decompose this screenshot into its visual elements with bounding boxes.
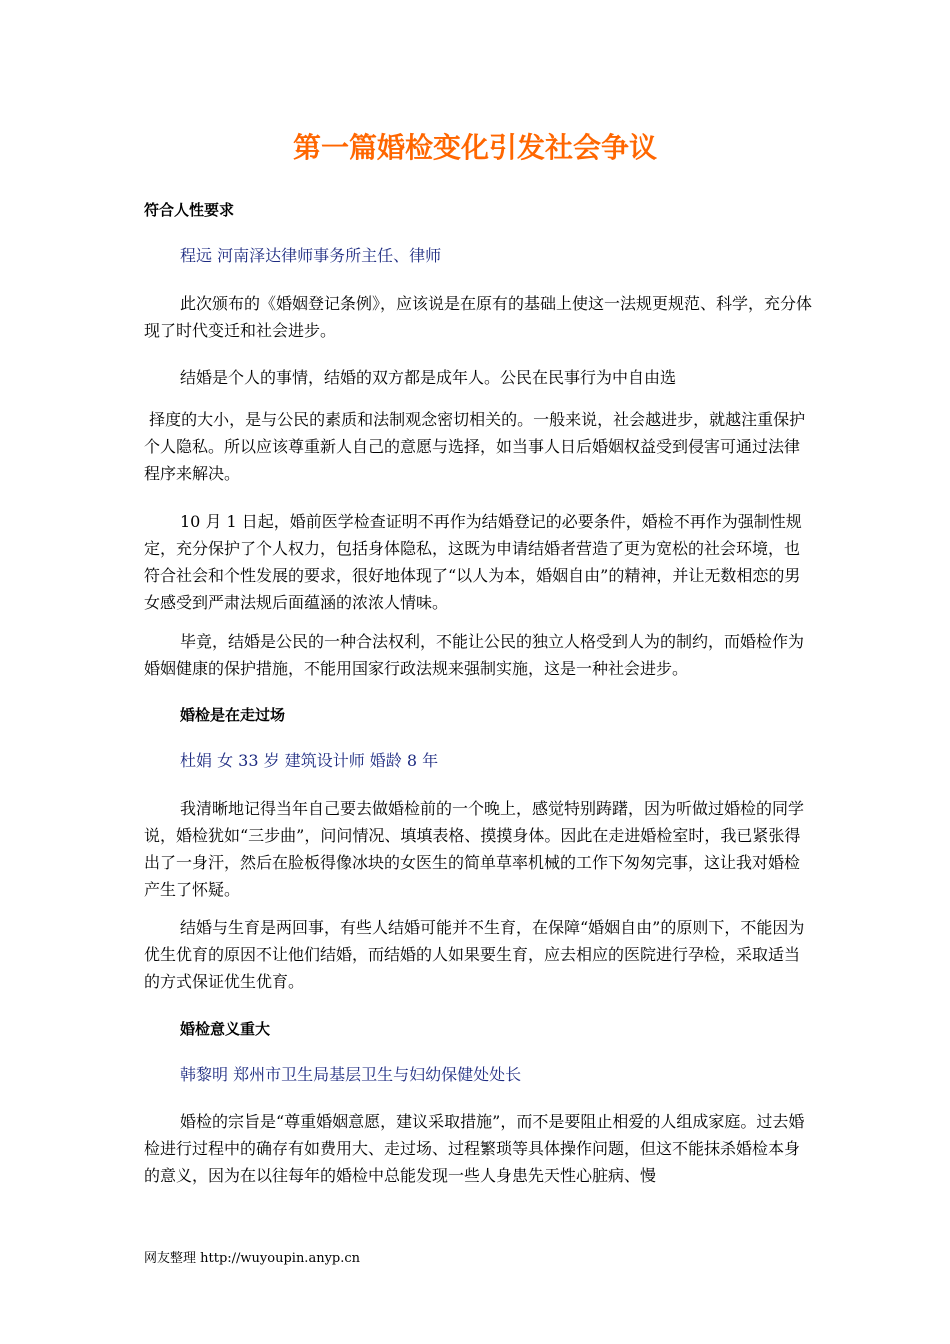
paragraph: 我清晰地记得当年自己要去做婚检前的一个晚上，感觉特别踌躇，因为听做过婚检的同学说，婚检犹如“三步曲”，问问情况、填填表格、摸摸身体。因此在走进婚检室时，我已紧张得出了一身汗，然后在脸板得像冰块的女医生的简单草率机械的工作下匆匆完事，这让我对婚检产生了怀疑。 <box>144 799 805 899</box>
page-title: 第一篇婚检变化引发社会争议 <box>292 131 657 164</box>
section-heading-1: 符合人性要求 <box>144 201 235 219</box>
paragraph: 10 月 1 日起，婚前医学检查证明不再作为结婚登记的必要条件，婚检不再作为强制性规定，充分保护了个人权力，包括身体隐私，这既为申请结婚者营造了更为宽松的社会环境，也符合社会和个性发展的要求，很好地体现了“以人为本，婚姻自由”的精神，并让无数相恋的男女感受到严肃法规后面蕴涵的浓浓人情味。 <box>144 512 802 612</box>
paragraph: 毕竟，结婚是公民的一种合法权利，不能让公民的独立人格受到人为的制约，而婚检作为婚姻健康的保护措施，不能用国家行政法规来强制实施，这是一种社会进步。 <box>144 632 805 678</box>
paragraph: 结婚是个人的事情，结婚的双方都是成年人。公民在民事行为中自由选 <box>180 368 677 387</box>
page-footer: 网友整理 http://wuyoupin.anyp.cn <box>144 1251 361 1266</box>
paragraph: 婚检的宗旨是“尊重婚姻意愿，建议采取措施”，而不是要阻止相爱的人组成家庭。过去婚检进行过程中的确存有如费用大、走过场、过程繁琐等具体操作问题，但这不能抹杀婚检本身的意义，因为在以往每年的婚检中总能发现一些人身患先天性心脏病、慢 <box>144 1112 805 1185</box>
section-author-2: 杜娟 女 33 岁 建筑设计师 婚龄 8 年 <box>180 751 439 770</box>
section-author-3: 韩黎明 郑州市卫生局基层卫生与妇幼保健处处长 <box>180 1065 522 1084</box>
paragraph: 择度的大小，是与公民的素质和法制观念密切相关的。一般来说，社会越进步，就越注重保护个人隐私。所以应该尊重新人自己的意愿与选择，如当事人日后婚姻权益受到侵害可通过法律程序来解决。 <box>144 410 806 483</box>
section-heading-2: 婚检是在走过场 <box>180 706 286 724</box>
section-author-1: 程远 河南泽达律师事务所主任、律师 <box>180 246 442 265</box>
paragraph: 此次颁布的《婚姻登记条例》，应该说是在原有的基础上使这一法规更规范、科学，充分体现了时代变迁和社会进步。 <box>144 294 813 340</box>
section-heading-3: 婚检意义重大 <box>180 1020 271 1038</box>
paragraph: 结婚与生育是两回事，有些人结婚可能并不生育，在保障“婚姻自由”的原则下，不能因为优生优育的原因不让他们结婚，而结婚的人如果要生育，应去相应的医院进行孕检，采取适当的方式保证优生优育。 <box>144 918 805 991</box>
